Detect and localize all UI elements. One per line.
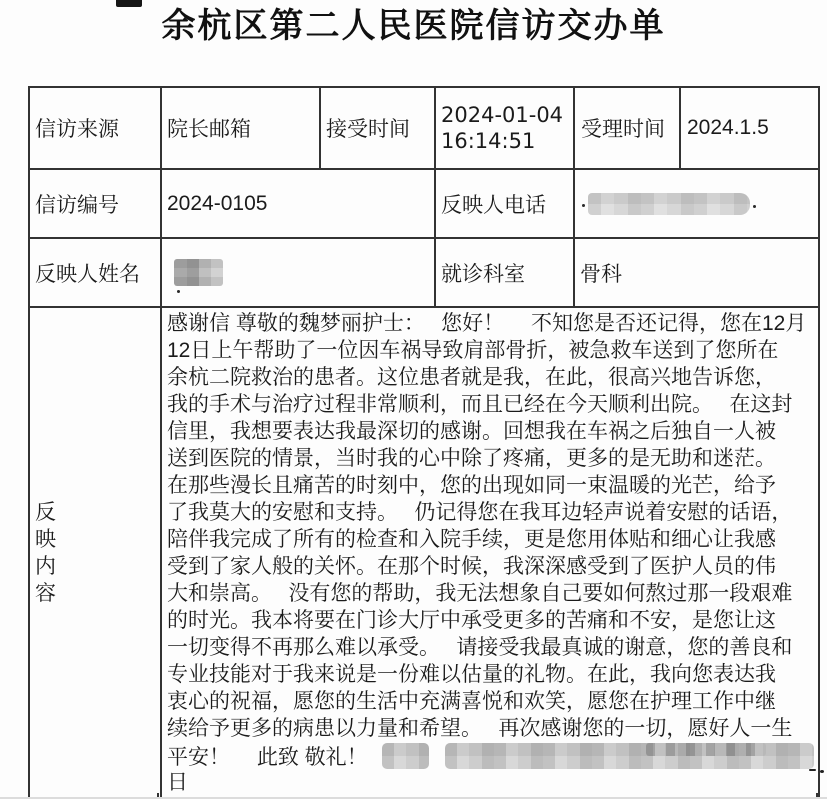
signature-redaction-mosaic: [382, 743, 430, 769]
redaction-dot: [582, 204, 585, 207]
page-title: 余杭区第二人民医院信访交办单: [161, 7, 666, 45]
source-label: 信访来源: [29, 87, 161, 169]
petition-table: [28, 86, 820, 799]
table-row: [29, 169, 819, 238]
content-line: 了我莫大的安慰和支持。 仍记得您在我耳边轻声说着安慰的话语，: [167, 501, 793, 524]
content-line: 12日上午帮助了一位因车祸导致肩部骨折，被急救车送到了您所在: [167, 339, 779, 362]
date-redaction-mosaic: [445, 743, 814, 769]
source-value: 院长邮箱: [161, 87, 320, 169]
table-row: [29, 87, 819, 169]
table-row: [29, 238, 819, 307]
reporter-name-label: 反映人姓名: [29, 238, 161, 307]
petition-number-value: 2024-0105: [161, 169, 435, 238]
content-line: 感谢信 尊敬的魏梦丽护士： 您好！ 不知您是否还记得，您在12月: [167, 312, 807, 335]
content-line: 陪伴我完成了所有的检查和入院手续，更是您用体贴和细心让我感: [167, 528, 776, 551]
receive-time-value: 2024-01-04 16:14:51: [435, 87, 574, 169]
petition-number-label: 信访编号: [29, 169, 161, 238]
content-line: 在那些漫长且痛苦的时刻中，您的出现如同一束温暖的光芒，给予: [167, 474, 776, 497]
phone-redaction-mosaic: [588, 193, 750, 215]
content-line: 大和崇高。 没有您的帮助，我无法想象自己要如何熬过那一段艰难: [167, 582, 793, 605]
content-line: 的时光。我本将要在门诊大厅中承受更多的苦痛和不安，是您让这: [167, 609, 776, 632]
content-line: 专业技能对于我来说是一份难以估量的礼物。在此，我向您表达我: [167, 663, 776, 686]
content-line: 信里，我想要表达我最深切的感谢。回想我在车祸之后独自一人被: [167, 420, 776, 443]
content-label-text: 反映内容: [35, 501, 56, 605]
content-tail-char: 日: [167, 771, 188, 794]
phone-value-cell: [574, 169, 819, 238]
content-line: 一切变得不再那么难以承受。 请接受我最真诚的谢意，您的善良和: [167, 636, 793, 659]
content-cell: [161, 307, 819, 799]
content-line: 余杭二院救治的患者。这位患者就是我，在此，很高兴地告诉您，: [167, 366, 776, 389]
content-label: [29, 307, 161, 799]
closing-text: 平安！ 此致 敬礼！: [167, 745, 368, 769]
content-last-line: [167, 742, 814, 769]
department-label: 就诊科室: [435, 238, 574, 307]
department-value: 骨科: [574, 238, 819, 307]
reporter-name-cell: [161, 238, 435, 307]
accept-time-label: 受理时间: [574, 87, 680, 169]
content-lines: [167, 310, 814, 742]
content-line: 衷心的祝福，愿您的生活中充满喜悦和欢笑，愿您在护理工作中继: [167, 690, 776, 713]
content-line: 送到医院的情景，当时我的心中除了疼痛，更多的是无助和迷茫。: [167, 447, 776, 470]
receive-time-label: 接受时间: [320, 87, 435, 169]
scan-artifact-marks: [809, 766, 827, 776]
name-redaction-mosaic: [174, 259, 223, 286]
content-line: 我的手术与治疗过程非常顺利，而且已经在今天顺利出院。 在这封: [167, 393, 793, 416]
table-row: [29, 307, 819, 799]
redaction-dot: [177, 290, 180, 293]
phone-label: 反映人电话: [435, 169, 574, 238]
content-line: 受到了家人般的关怀。在那个时候，我深深感受到了医护人员的伟: [167, 555, 776, 578]
accept-time-value: 2024.1.5: [680, 87, 819, 169]
content-line: 续给予更多的病患以力量和希望。 再次感谢您的一切，愿好人一生: [167, 717, 793, 740]
redaction-dot: [753, 205, 756, 208]
